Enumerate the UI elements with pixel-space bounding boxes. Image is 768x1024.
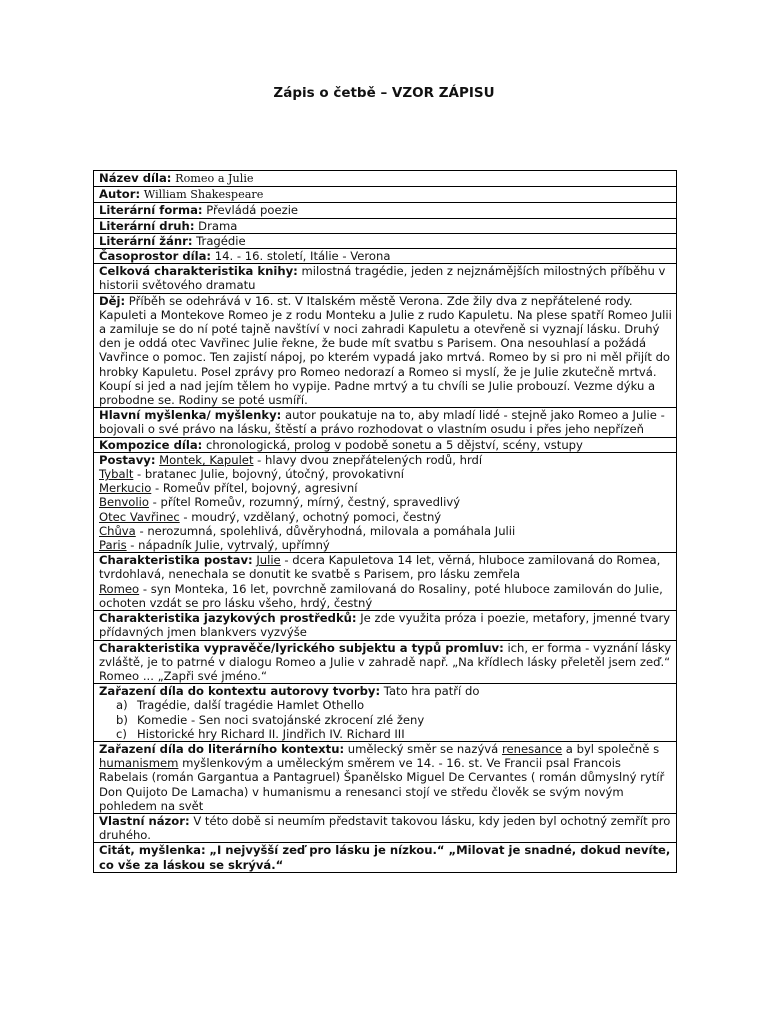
value-nazev: Romeo a Julie xyxy=(175,172,254,185)
label-autor: Autor: xyxy=(99,187,141,202)
postava-line xyxy=(99,481,672,495)
row-autor xyxy=(94,187,677,203)
term-renesance: renesance xyxy=(501,741,563,756)
label-nazev: Název díla: xyxy=(99,171,172,185)
label-vypravec: Charakteristika vypravěče/lyrického subjektu a typů promluv: xyxy=(99,640,504,655)
value-citat: „I nejvyšší zeď pro lásku je nízkou.“ „Milovat je snadné, dokud nevíte, co vše za láskou se skrývá.“ xyxy=(99,843,671,872)
label-jazyk: Charakteristika jazykových prostředků: xyxy=(99,611,357,626)
label-kontext-autor: Zařazení díla do kontextu autorovy tvorby: xyxy=(99,684,381,699)
document-title: Zápis o četbě – VZOR ZÁPISU xyxy=(273,85,495,101)
character-name: Benvolio xyxy=(99,495,149,510)
postava-line xyxy=(99,495,672,509)
character-name: Otec Vavřinec xyxy=(99,509,180,524)
label-druh: Literární druh: xyxy=(99,218,195,233)
list-item xyxy=(116,726,672,741)
character-name: Merkucio xyxy=(99,481,152,496)
postava-line xyxy=(99,510,672,524)
list-item xyxy=(116,712,672,727)
value-autor: William Shakespeare xyxy=(143,188,264,202)
postava-line xyxy=(99,524,672,538)
label-citat: Citát, myšlenka: xyxy=(99,843,206,858)
value-kontext-autor: Tato hra patří do xyxy=(383,684,480,699)
character-name-romeo: Romeo xyxy=(99,581,140,596)
postava-line xyxy=(99,538,672,552)
postava-line xyxy=(99,453,672,467)
value-celkova: milostná tragédie, jeden z nejznámějších milostných příběhu v historii světového dramatu xyxy=(99,264,666,293)
character-desc: - přítel Romeův, rozumný, mírný, čestný, spravedlivý xyxy=(148,495,461,510)
value-jazyk: Je zde využita próza i poezie, metafory, jmenné tvary přídavných jmen blankvers vyzvýše xyxy=(99,611,671,640)
term-humanismem: humanismem xyxy=(99,756,179,771)
row-postavy xyxy=(94,452,677,552)
list-marker: b) xyxy=(116,712,128,727)
row-nazev xyxy=(94,171,677,187)
row-jazyk xyxy=(94,611,677,640)
character-desc-julie: - dcera Kapuletova 14 let, věrná, hluboce zamilovaná do Romea, tvrdohlavá, nenechala se donutit ke svatbě s Parisem, pro lásku zemřela xyxy=(99,553,661,582)
character-name: Chůva xyxy=(99,523,136,538)
row-casoprostor xyxy=(94,249,677,264)
label-dej: Děj: xyxy=(99,293,126,308)
reading-record-table xyxy=(93,170,677,873)
label-kompozice: Kompozice díla: xyxy=(99,437,203,452)
value-druh: Drama xyxy=(198,218,238,233)
value-kompozice: chronologická, prolog v podobě sonetu a 5 dějství, scény, vstupy xyxy=(205,437,583,452)
row-kontext-autor xyxy=(94,684,677,742)
label-nazor: Vlastní názor: xyxy=(99,813,190,828)
value-vypravec: ich, er forma - vyznání lásky zvláště, je to patrné v dialogu Romeo a Julie v zahradě např. „Na křídlech lásky přeletěl jsem zeď.“ Romeo ... „Zapři své jméno.“ xyxy=(99,640,672,683)
value-myslenka: autor poukatuje na to, aby mladí lidé - stejně jako Romeo a Julie - bojovali o své právo na lásku, štěstí a právo rozhodovat o vlastním osudu i přes jeho nepřízeň xyxy=(99,408,665,437)
label-celkova: Celková charakteristika knihy: xyxy=(99,264,298,279)
list-item xyxy=(116,698,672,713)
row-kontext-lit xyxy=(94,741,677,813)
row-zanr xyxy=(94,233,677,248)
character-name: Montek, Kapulet xyxy=(159,452,254,467)
list-marker: c) xyxy=(116,726,127,741)
list-text: Tragédie, další tragédie Hamlet Othello xyxy=(137,698,365,713)
character-desc: - bratanec Julie, bojovný, útočný, provokativní xyxy=(133,467,404,482)
list-marker: a) xyxy=(116,698,128,713)
row-char-postav xyxy=(94,553,677,611)
romeo-line xyxy=(99,582,672,610)
works-list xyxy=(99,698,672,741)
row-kompozice xyxy=(94,437,677,452)
character-desc-romeo: - syn Monteka, 16 let, povrchně zamilovaná do Rosaliny, poté hluboce zamilován do Julie, ochoten vzdát se pro lásku všeho, hrdý, čestný xyxy=(99,581,663,610)
postava-line xyxy=(99,467,672,481)
row-nazor xyxy=(94,813,677,842)
character-desc: - moudrý, vzdělaný, ochotný pomoci, čestný xyxy=(179,509,442,524)
character-name-julie: Julie xyxy=(256,553,281,568)
label-kontext-lit: Zařazení díla do literárního kontextu: xyxy=(99,741,345,756)
label-casoprostor: Časoprostor díla: xyxy=(99,249,212,264)
row-myslenka xyxy=(94,408,677,437)
character-desc: - hlavy dvou znepřátelených rodů, hrdí xyxy=(253,452,483,467)
character-name: Paris xyxy=(99,538,127,553)
value-nazor: V této době si neumím představit takovou lásku, kdy jeden byl ochotný zemřít pro druhého. xyxy=(99,813,671,843)
label-zanr: Literární žánr: xyxy=(99,233,193,248)
row-dej xyxy=(94,293,677,408)
value-kontext-lit-part1: umělecký směr se nazývá xyxy=(347,741,502,756)
row-forma xyxy=(94,203,677,218)
row-citat xyxy=(94,843,677,872)
row-druh xyxy=(94,218,677,233)
label-forma: Literární forma: xyxy=(99,203,203,218)
character-desc: - nápadník Julie, vytrvalý, upřímný xyxy=(126,538,330,553)
value-kontext-lit-part2: a byl společně s xyxy=(562,741,660,756)
value-dej: Příběh se odehrává v 16. st. V Italském městě Verona. Zde žily dva z nepřátelené rody. Kapuleti a Montekove Romeo je z rodu Monteku a Julie z rudo Kapuletu. Na plese spatří Romeo Julii a zamiluje se do ní poté tajně navštíví v noci zahradi Kapuletu a otevřeně si vyznají lásku. Druhý den je oddá otec Vavřinec Julie řekne, že bude mít svatbu s Parisem. Ona nesouhlasí a požádá Vavřince o pomoc. Ten zajistí nápoj, po kterém vypadá jako mrtvá. Romeo by si pro ni měl přijít do hrobky Kapuletu. Posel zprávy pro Romeo nedorazí a Romeo si myslí, že je Julie zkutečně mrtvá. Koupí si jed a nad jejím tělem ho vypije. Padne mrtvý a tu chvíli se Julie probouzí. Vezme dýku a probodne se. Rodiny se poté usmíří. xyxy=(99,293,672,408)
list-text: Komedie - Sen noci svatojánské zkrocení zlé ženy xyxy=(137,712,425,727)
label-postavy: Postavy: xyxy=(99,452,156,467)
list-text: Historické hry Richard II. Jindřich IV. Richard III xyxy=(137,726,405,741)
value-casoprostor: 14. - 16. století, Itálie - Verona xyxy=(214,249,391,264)
value-forma: Převládá poezie xyxy=(206,203,299,218)
character-desc: - Romeův přítel, bojovný, agresivní xyxy=(151,481,358,496)
label-myslenka: Hlavní myšlenka/ myšlenky: xyxy=(99,408,282,423)
value-zanr: Tragédie xyxy=(196,233,246,248)
row-vypravec xyxy=(94,640,677,684)
row-celkova xyxy=(94,264,677,293)
character-name: Tybalt xyxy=(99,467,134,482)
label-char-postav: Charakteristika postav: xyxy=(99,553,253,568)
value-kontext-lit-part3: myšlenkovým a uměleckým směrem ve 14. - 16. st. Ve Francii psal Francois Rabelais (román Gargantua a Pantagruel) Španělsko Miguel De Cervantes ( román důmyslný rytíř Don Quijoto De Lamacha) v humanismu a renesanci stojí ve středu člověk se svým novým pohledem na svět xyxy=(99,756,665,813)
character-desc: - nerozumná, spolehlivá, důvěryhodná, milovala a pomáhala Julii xyxy=(135,523,516,538)
